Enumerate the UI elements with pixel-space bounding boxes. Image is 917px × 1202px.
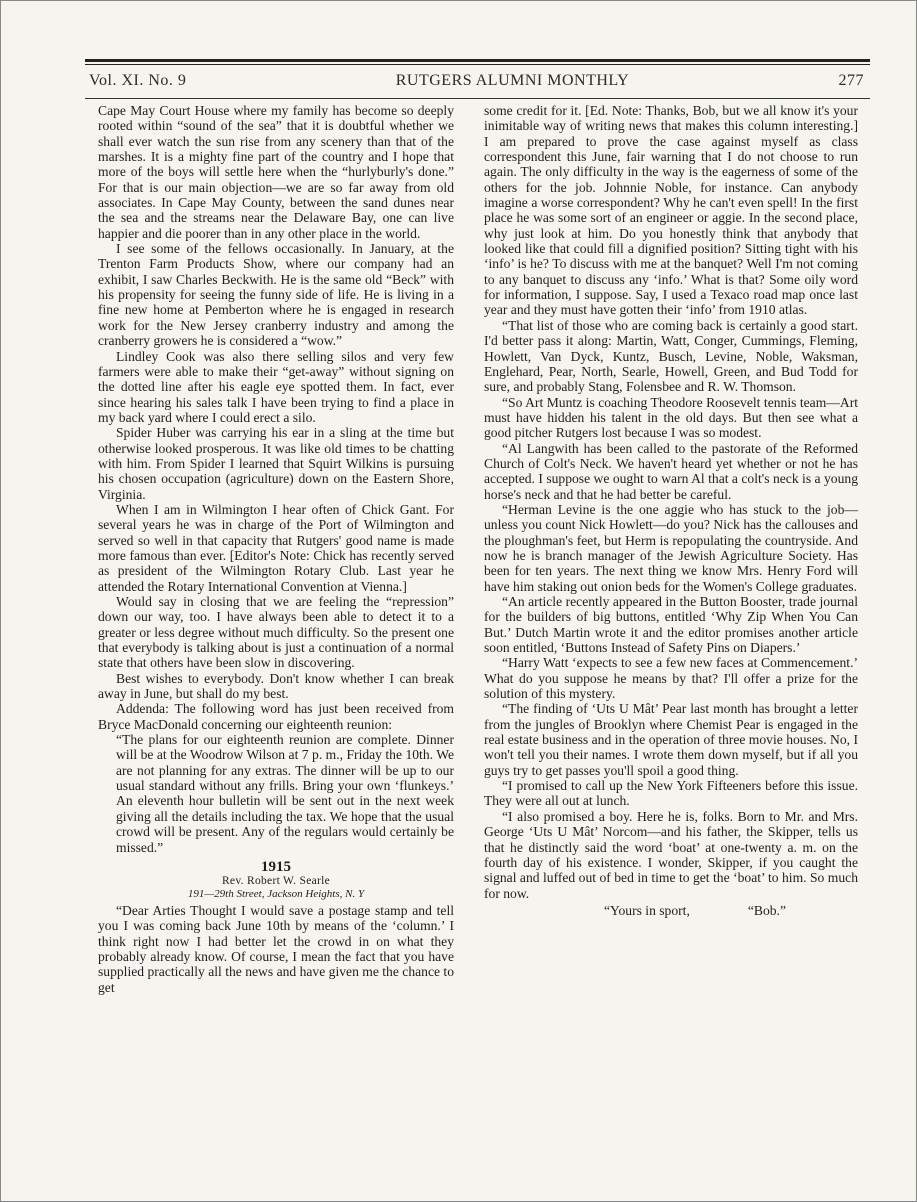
paragraph: Cape May Court House where my family has become so deeply rooted within “sound of the sea” that it is doubtful whether we shall ever watch the sun rise from any scenery than that of the marshes. It is a mighty fine part of the country and I hope that more of the boys will settle here when the “hurlyburly's done.” For that is our main objection—we are so far away from old associates. In Cape May County, between the sand dunes near the sea and the streams near the Delaware Bay, one can live happier and die poorer than in any other place in the world. <box>98 103 454 241</box>
volume-label: Vol. XI. No. 9 <box>89 72 187 89</box>
running-head <box>89 72 864 90</box>
paragraph: “Harry Watt ‘expects to see a few new faces at Commencement.’ What do you suppose he means by that? I'll offer a prize for the solution of this mystery. <box>484 655 858 702</box>
journal-title: RUTGERS ALUMNI MONTHLY <box>395 72 630 89</box>
header-top-rule-thin <box>85 64 870 65</box>
signoff-text: “Yours in sport, <box>604 902 690 918</box>
signoff <box>484 903 858 918</box>
paragraph: Lindley Cook was also there selling silos and very few farmers were able to make their “get-away” without signing on the dotted line after his eagle eye spotted them. In fact, ever since hearing his sales talk I have been trying to find a place in my back yard where I could erect a silo. <box>98 348 454 425</box>
reunion-quote: “The plans for our eighteenth reunion are complete. Dinner will be at the Woodrow Wilson at 7 p. m., Friday the 10th. We are not planning for any extras. The dinner will be up to our usual standard without any frills. Bring your own ‘flunkeys.’ An eleventh hour bulletin will be sent out in the next week giving all the details including the tax. We hope that the usual crowd will be present. Any of the regulars would certainly be missed.” <box>116 732 454 855</box>
paragraph: Addenda: The following word has just been received from Bryce MacDonald concerning our eighteenth reunion: <box>98 701 454 732</box>
right-column <box>484 103 858 918</box>
paragraph: “I promised to call up the New York Fifteeners before this issue. They were all out at lunch. <box>484 778 858 809</box>
paragraph: some credit for it. [Ed. Note: Thanks, Bob, but we all know it's your inimitable way of writing news that makes this column interesting.] I am prepared to prove the case against myself as class correspondent this June, fair warning that I do not choose to run again. The only difficulty in the way is the eagerness of some of the others for the job. Johnnie Noble, for instance. Can anybody imagine a worse correspondent? Why he can't even spell! In the first place he was some sort of an engineer or aggie. In the second place, why just look at him. Do you honestly think that anybody that looked like that could fill a dignified position? Sitting tight with his ‘info’ is he? To discuss with me at the banquet? Well I'm not coming to any banquet to discuss any ‘info.’ What is that? Some oily word for information, I suppose. Say, I used a Texaco road map once last year and they must have gotten their ‘info’ from 1910 atlas. <box>484 103 858 318</box>
page-number: 277 <box>838 72 864 89</box>
paragraph: “Al Langwith has been called to the pastorate of the Reformed Church of Colt's Neck. We haven't heard yet whether or not he has accepted. I suppose we ought to warn Al that a colt's neck is a young horse's neck and that he had better be careful. <box>484 440 858 502</box>
paragraph: Best wishes to everybody. Don't know whether I can break away in June, but shall do my best. <box>98 670 454 702</box>
signature: “Bob.” <box>747 902 786 918</box>
class-secretary: Rev. Robert W. Searle <box>221 874 331 887</box>
paragraph: Spider Huber was carrying his ear in a sling at the time but otherwise looked prosperous. It was like old times to be chatting with him. From Spider I learned that Squirt Wilkins is pursuing his chosen occupation (agriculture) down on the Eastern Shore, Virginia. <box>98 425 454 502</box>
paragraph: “Dear Arties Thought I would save a postage stamp and tell you I was coming back June 10th by means of the ‘column.’ I think right now I had better let the crowd in on what they probably already know. Of course, I mean the fact that you have supplied practically all the news and have given me the chance to get <box>98 902 454 995</box>
paragraph: Would say in closing that we are feeling the “repression” down our way, too. I have always been able to detect it to a greater or less degree without much difficulty. So the present one that everybody is talking about is just a continuation of a normal state that others have been slow in discovering. <box>98 594 454 671</box>
header-top-rule <box>85 59 870 62</box>
secretary-address: 191—29th Street, Jackson Heights, N. Y <box>187 887 365 900</box>
paragraph: I see some of the fellows occasionally. In January, at the Trenton Farm Products Show, where our company had an exhibit, I saw Charles Beckwith. He is the same old “Beck” with his propensity for seeing the funny side of life. He is living in a fine new home at Pemberton where he is engaged in research work for the New Jersey cranberry industry and among the cranberry growers he is considered a “wow.” <box>98 241 454 349</box>
paragraph: “Herman Levine is the one aggie who has stuck to the job—unless you count Nick Howlett—do you? Nick has the callouses and the ploughman's feet, but Herm is repopulating the countryside. And now he is branch manager of the Jewish Agriculture Society. Has been for ten years. The next thing we know Mrs. Henry Ford will have him staking out onion beds for the Women's College graduates. <box>484 501 858 594</box>
class-year-heading: 1915 <box>261 858 291 875</box>
header-bottom-rule <box>85 98 870 99</box>
paragraph: “I also promised a boy. Here he is, folks. Born to Mr. and Mrs. George ‘Uts U Mât’ Norcom—and his father, the Skipper, tells us that he distinctly said the word ‘boat’ at one-twenty a. m. on the fourth day of his existence. I wonder, Skipper, if you caught the signal and luffed out of bed in time to get the ‘boat’ to him. So much for now. <box>484 808 858 901</box>
paragraph: “An article recently appeared in the Button Booster, trade journal for the builders of big buttons, entitled ‘Why Zip When You Can But.’ Dutch Martin wrote it and the editor promises another article soon entitled, ‘Buttons Instead of Safety Pins on Diapers.’ <box>484 594 858 656</box>
paragraph: “So Art Muntz is coaching Theodore Roosevelt tennis team—Art must have hidden his talent in the old days. But then see what a good pitcher Rutgers lost because I was so modest. <box>484 394 858 441</box>
left-column <box>98 103 454 995</box>
paragraph: When I am in Wilmington I hear often of Chick Gant. For several years he was in charge of the Port of Wilmington and served so well in that capacity that Rutgers' good name is made more famous than ever. [Editor's Note: Chick has recently served as president of the Wilmington Rotary Club. Last year he attended the Rotary International Convention at Vienna.] <box>98 501 454 594</box>
paragraph: “That list of those who are coming back is certainly a good start. I'd better pass it along: Martin, Watt, Conger, Cummings, Fleming, Howlett, Van Dyck, Kuntz, Busch, Levine, Noble, Waksman, Englehard, Pear, North, Searle, Howell, Green, and Bud Todd for sure, and probably Stang, Folensbee and R. W. Thomson. <box>484 317 858 395</box>
paragraph: “The finding of ‘Uts U Mât’ Pear last month has brought a letter from the jungles of Brooklyn where Chemist Pear is engaged in the real estate business and in the operation of three movie houses. No, I won't tell you their names. I wrote them down myself, but if all you guys try to get passes you'll spoil a good thing. <box>484 701 858 778</box>
